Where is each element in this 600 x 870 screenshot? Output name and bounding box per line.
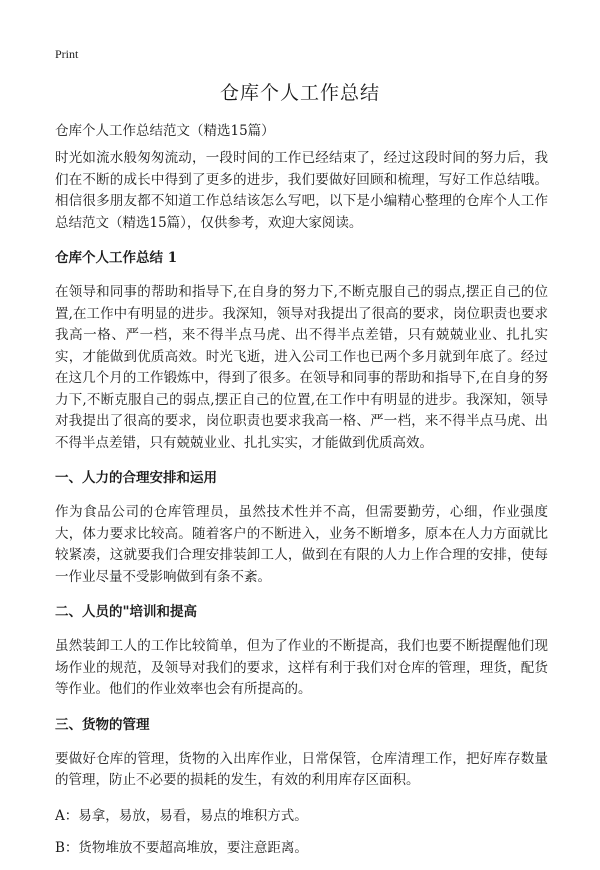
heading-training: 二、人员的"培训和提高 bbox=[55, 604, 198, 620]
paragraph-manpower: 作为食品公司的仓库管理员，虽然技术性并不高，但需要勤劳，心细，作业强度大，体力要求比较高。随着客户的不断进入，业务不断增多，原本在人力方面就比较紧凑，这就要我们合理安排装卸工人，做到在有限的人力上作合理的安排，使每一作业尽量不受影响做到有条不紊。 bbox=[55, 504, 548, 585]
section-heading-1: 仓库个人工作总结 1 bbox=[55, 250, 178, 266]
page-title: 仓库个人工作总结 bbox=[219, 82, 380, 104]
print-link[interactable]: Print bbox=[55, 47, 79, 61]
intro-paragraph: 时光如流水般匆匆流动，一段时间的工作已经结束了，经过这段时间的努力后，我们在不断的成长中得到了更多的进步，我们要做好回顾和梳理，写好工作总结哦。相信很多朋友都不知道工作总结该怎么写吧，以下是小编精心整理的仓库个人工作总结范文（精选15篇），仅供参考，欢迎大家阅读。 bbox=[55, 150, 548, 231]
paragraph-goods: 要做好仓库的管理，货物的入出库作业，日常保管，仓库清理工作，把好库存数量的管理，防止不必要的损耗的发生，有效的利用库存区面积。 bbox=[55, 750, 548, 788]
document-body bbox=[55, 148, 548, 870]
heading-goods: 三、货物的管理 bbox=[55, 716, 150, 733]
list-item-a: A：易拿，易放，易看，易点的堆积方式。 bbox=[55, 807, 308, 824]
list-item-b: B：货物堆放不要超高堆放，要注意距离。 bbox=[55, 839, 308, 856]
paragraph-training: 虽然装卸工人的工作比较简单，但为了作业的不断提高，我们也要不断提醒他们现场作业的规范，及领导对我们的要求，这样有利于我们对仓库的管理，理货，配货等作业。他们的作业效率也会有所提高的。 bbox=[55, 638, 548, 697]
document-subtitle: 仓库个人工作总结范文（精选15篇） bbox=[55, 123, 275, 139]
heading-manpower: 一、人力的合理安排和运用 bbox=[55, 470, 217, 486]
section-1-paragraph: 在领导和同事的帮助和指导下,在自身的努力下,不断克服自己的弱点,摆正自己的位置,在工作中有明显的进步。我深知，领导对我提出了很高的要求，岗位职责也要求我高一格、严一档，来不得半点马虎、出不得半点差错，只有兢兢业业、扎扎实实，才能做到优质高效。时光飞逝，进入公司工作也已两个多月就到年底了。经过在这几个月的工作锻炼中，得到了很多。在领导和同事的帮助和指导下,在自身的努力下,不断克服自己的弱点,摆正自己的位置,在工作中有明显的进步。我深知，领导对我提出了很高的要求，岗位职责也要求我高一格、严一档，来不得半点马虎、出不得半点差错，只有兢兢业业、扎扎实实，才能做到优质高效。 bbox=[55, 284, 548, 451]
